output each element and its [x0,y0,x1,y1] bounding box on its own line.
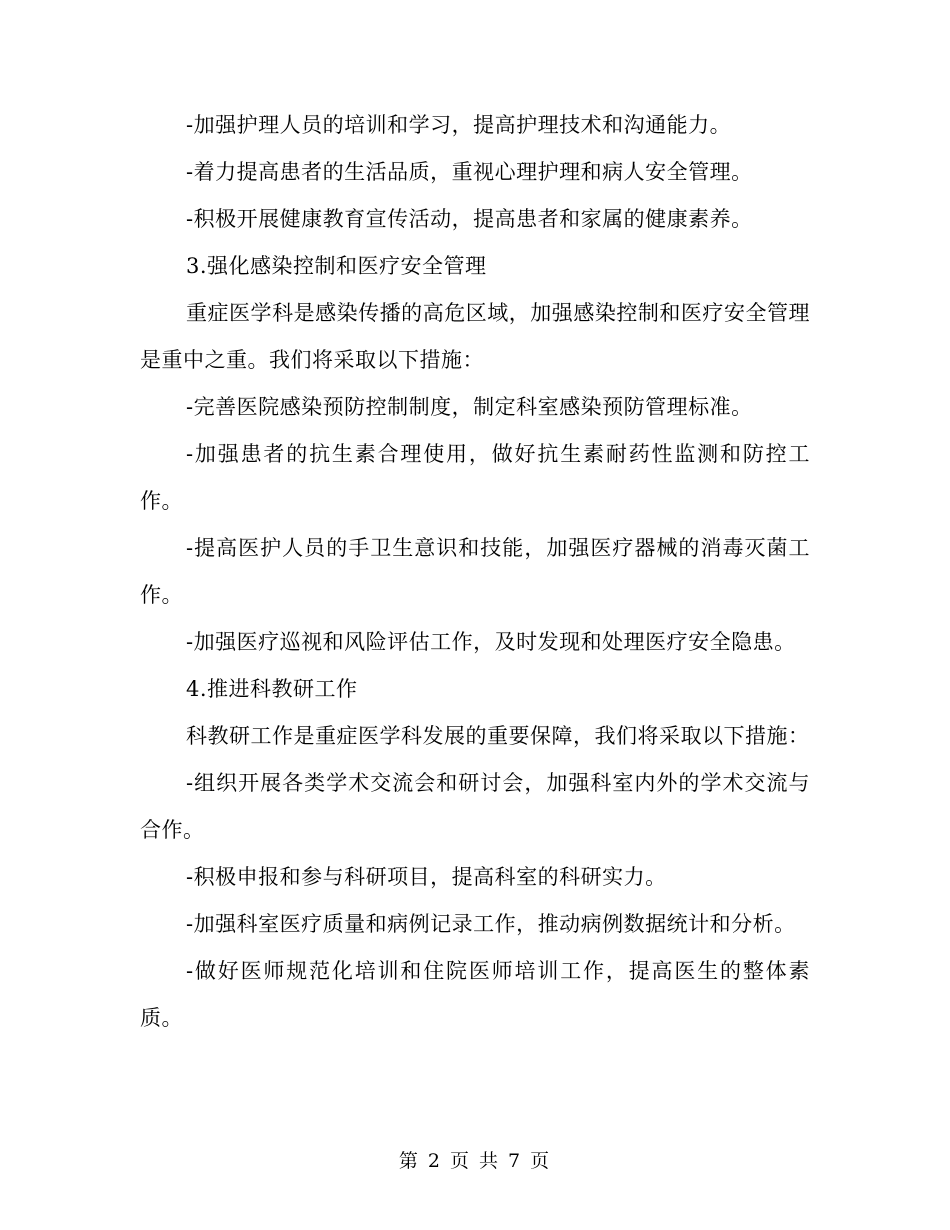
paragraph-infection-intro: 重症医学科是感染传播的高危区域，加强感染控制和医疗安全管理是重中之重。我们将采取以下措施： [140,301,810,372]
section-heading-research: 4.推进科教研工作 [186,677,358,701]
paragraph-patient-quality: -着力提高患者的生活品质，重视心理护理和病人安全管理。 [186,160,753,184]
paragraph-risk-assessment: -加强医疗巡视和风险评估工作，及时发现和处理医疗安全隐患。 [186,630,796,654]
paragraph-case-records: -加强科室医疗质量和病例记录工作，推动病例数据统计和分析。 [186,912,796,936]
page-number-footer: 第 2 页 共 7 页 [398,1150,552,1172]
paragraph-research-intro: 科教研工作是重症医学科发展的重要保障，我们将采取以下措施： [186,724,810,748]
document-body [140,102,810,1042]
paragraph-academic-exchange: -组织开展各类学术交流会和研讨会，加强科室内外的学术交流与合作。 [140,771,810,842]
section-heading-infection-control: 3.强化感染控制和医疗安全管理 [186,254,487,278]
paragraph-infection-system: -完善医院感染预防控制制度，制定科室感染预防管理标准。 [186,395,753,419]
paragraph-health-education: -积极开展健康教育宣传活动，提高患者和家属的健康素养。 [186,207,753,231]
paragraph-hand-hygiene: -提高医护人员的手卫生意识和技能，加强医疗器械的消毒灭菌工作。 [140,536,810,607]
paragraph-physician-training: -做好医师规范化培训和住院医师培训工作，提高医生的整体素质。 [140,959,810,1030]
paragraph-antibiotics: -加强患者的抗生素合理使用，做好抗生素耐药性监测和防控工作。 [140,442,810,513]
paragraph-research-projects: -积极申报和参与科研项目，提高科室的科研实力。 [186,865,667,889]
paragraph-nursing-training: -加强护理人员的培训和学习，提高护理技术和沟通能力。 [186,113,732,137]
